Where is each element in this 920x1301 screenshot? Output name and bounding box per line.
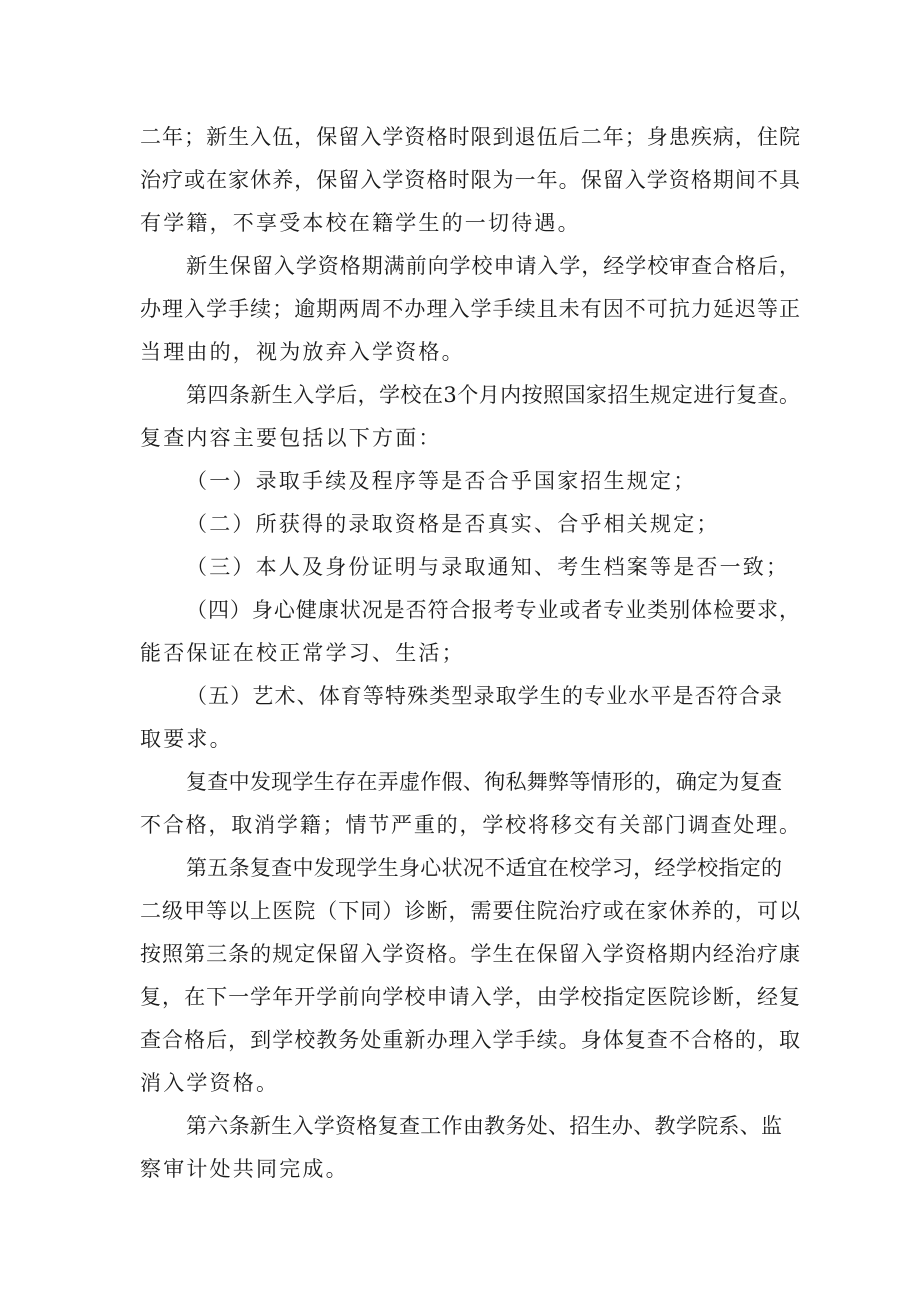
text-line: 复，在下一学年开学前向学校申请入学，由学校指定医院诊断，经复 (140, 985, 800, 1009)
text-line: 第四条新生入学后，学校在3个月内按照国家招生规定进行复查。 (186, 383, 800, 407)
text-line: 消入学资格。 (140, 1071, 280, 1095)
text-line: 当理由的，视为放弃入学资格。 (140, 340, 465, 364)
text-line: 第五条复查中发现学生身心状况不适宜在校学习，经学校指定的 (186, 856, 782, 880)
text-line: （三）本人及身份证明与录取通知、考生档案等是否一致； (186, 555, 790, 579)
text-line: 察审计处共同完成。 (140, 1157, 349, 1181)
text-line: （四）身心健康状况是否符合报考专业或者专业类别体检要求， (186, 598, 800, 622)
text-line: （五）艺术、体育等特殊类型录取学生的专业水平是否符合录 (186, 684, 782, 708)
text-line: （二）所获得的录取资格是否真实、合乎相关规定； (186, 512, 720, 536)
text-line: 不合格，取消学籍；情节严重的，学校将移交有关部门调查处理。 (140, 813, 800, 837)
text-line: 第六条新生入学资格复查工作由教务处、招生办、教学院系、监 (186, 1114, 782, 1138)
text-line: 取要求。 (140, 727, 233, 751)
text-line: 查合格后，到学校教务处重新办理入学手续。身体复查不合格的，取 (140, 1028, 800, 1052)
text-line: 二级甲等以上医院（下同）诊断，需要住院治疗或在家休养的，可以 (140, 899, 800, 923)
text-line: 有学籍，不享受本校在籍学生的一切待遇。 (140, 211, 581, 235)
text-line: 能否保证在校正常学习、生活； (140, 641, 465, 665)
text-line: 治疗或在家休养，保留入学资格时限为一年。保留入学资格期间不具 (140, 168, 800, 192)
text-line: 复查内容主要包括以下方面： (140, 426, 442, 450)
text-line: 二年；新生入伍，保留入学资格时限到退伍后二年；身患疾病，住院 (140, 125, 800, 149)
text-line: 办理入学手续；逾期两周不办理入学手续且未有因不可抗力延迟等正 (140, 297, 800, 321)
text-line: 新生保留入学资格期满前向学校申请入学，经学校审查合格后， (186, 254, 800, 278)
text-line: 复查中发现学生存在弄虚作假、徇私舞弊等情形的，确定为复查 (186, 770, 782, 794)
text-line: 按照第三条的规定保留入学资格。学生在保留入学资格期内经治疗康 (140, 942, 800, 966)
text-line: （一）录取手续及程序等是否合乎国家招生规定； (186, 469, 697, 493)
